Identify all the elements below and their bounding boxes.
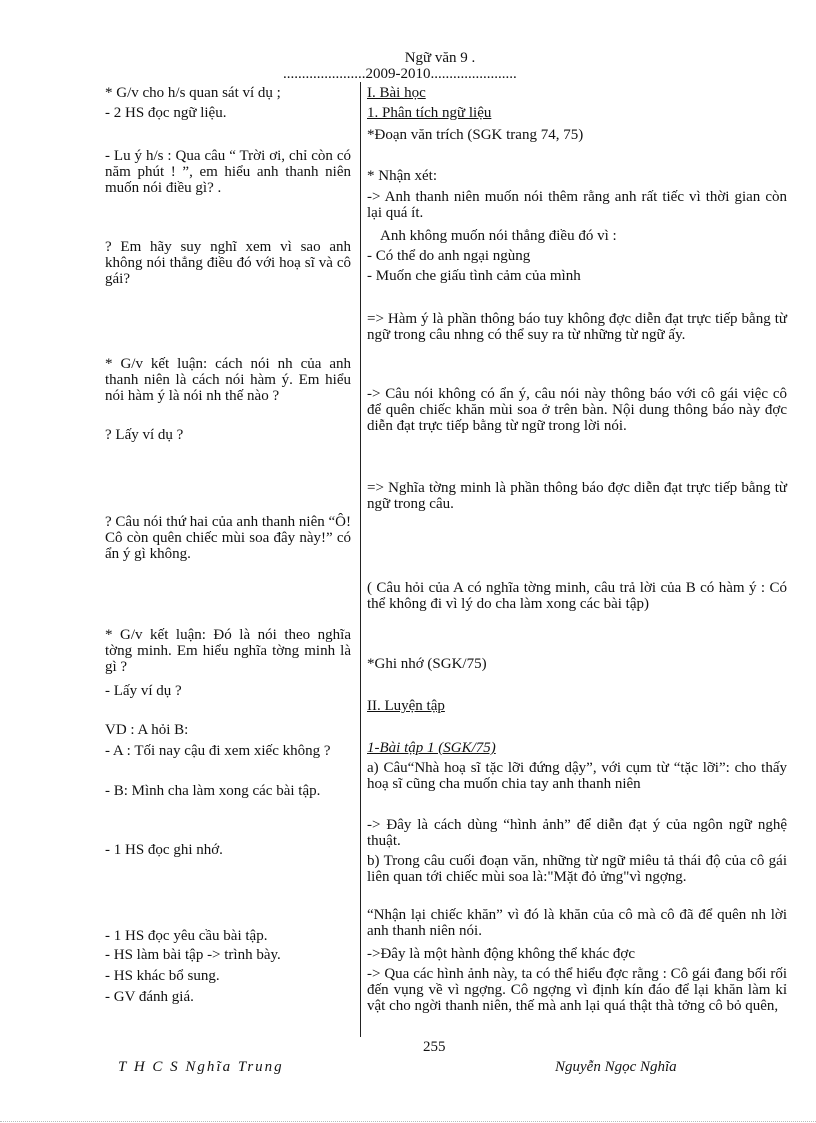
left-line: - HS làm bài tập -> trình bày. — [105, 947, 281, 963]
left-line: ? Em hãy suy nghĩ xem vì sao anh không nói thẳng điều đó với hoạ sĩ và cô gái? — [105, 239, 351, 287]
section-heading: I. Bài học — [367, 85, 426, 101]
right-line: Anh không muốn nói thẳng điều đó vì : — [380, 228, 617, 244]
exercise-heading: 1-Bài tập 1 (SGK/75) — [367, 740, 496, 756]
right-line: => Nghĩa tờng minh là phần thông báo đợc diễn đạt trực tiếp bằng từ ngữ trong câu. — [367, 480, 787, 512]
footer-author: Nguyễn Ngọc Nghĩa — [555, 1059, 677, 1075]
header-title: Ngữ văn 9 . — [404, 50, 476, 66]
left-line: VD : A hỏi B: — [105, 722, 189, 738]
left-line: - Lấy ví dụ ? — [105, 683, 182, 699]
left-line: * G/v kết luận: Đó là nói theo nghĩa tờng minh. Em hiểu nghĩa tờng minh là gì ? — [105, 627, 351, 675]
left-line: - HS khác bổ sung. — [105, 968, 220, 984]
left-line: - 1 HS đọc yêu cầu bài tập. — [105, 928, 268, 944]
left-line: * G/v cho h/s quan sát ví dụ ; — [105, 85, 281, 101]
right-line: *Ghi nhớ (SGK/75) — [367, 656, 487, 672]
left-line: ? Lấy ví dụ ? — [105, 427, 184, 443]
right-line: * Nhận xét: — [367, 168, 437, 184]
column-divider — [360, 82, 361, 1037]
right-line: -> Câu nói không có ẩn ý, câu nói này thông báo với cô gái việc cô để quên chiếc khăn mùi soa ở trên bàn. Nội dung thông báo này đợc diễn đạt trực tiếp bằng từ ngữ trong lời nói. — [367, 386, 787, 434]
right-line: ( Câu hỏi của A có nghĩa tờng minh, câu trả lời của B có hàm ý : Có thể không đi vì lý do cha làm xong các bài tập) — [367, 580, 787, 612]
left-line: - B: Mình cha làm xong các bài tập. — [105, 783, 321, 799]
header-year: ......................2009-2010....................... — [283, 66, 517, 82]
right-line: -> Đây là cách dùng “hình ảnh” để diễn đạt ý của ngôn ngữ nghệ thuật. — [367, 817, 787, 849]
left-line: - 1 HS đọc ghi nhớ. — [105, 842, 223, 858]
left-line: - GV đánh giá. — [105, 989, 194, 1005]
left-line: ? Câu nói thứ hai của anh thanh niên “Ô! Cô còn quên chiếc mùi soa đây này!” có ẩn ý gì không. — [105, 514, 351, 562]
bottom-dotted-rule — [0, 1121, 816, 1122]
subsection-heading: 1. Phân tích ngữ liệu — [367, 105, 492, 121]
right-line: -> Qua các hình ảnh này, ta có thể hiểu đợc rằng : Cô gái đang bối rối đến vụng về vì ngợng. Cô ngợng vì định kín đáo để lại khăn làm kỉ vật cho ngời thanh niên, thế mà anh lại quá thật thà tởng cô bỏ quên, — [367, 966, 787, 1014]
right-line: - Muốn che giấu tình cảm của mình — [367, 268, 581, 284]
right-line: => Hàm ý là phần thông báo tuy không đợc diễn đạt trực tiếp bằng từ ngữ trong câu nhng có thể suy ra từ những từ ngữ ấy. — [367, 311, 787, 343]
right-line: - Có thể do anh ngại ngùng — [367, 248, 531, 264]
right-line: b) Trong câu cuối đoạn văn, những từ ngữ miêu tả thái độ của cô gái liên quan tới chiếc mùi soa là:"Mặt đỏ ửng"vì ngợng. — [367, 853, 787, 885]
left-line: - A : Tối nay cậu đi xem xiếc không ? — [105, 743, 331, 759]
page-number: 255 — [423, 1039, 446, 1055]
right-line: a) Câu“Nhà hoạ sĩ tặc lỡi đứng dậy”, với cụm từ “tặc lỡi”: cho thấy hoạ sĩ cũng cha muốn chia tay anh thanh niên — [367, 760, 787, 792]
right-line: ->Đây là một hành động không thể khác đợc — [367, 946, 635, 962]
right-line: “Nhận lại chiếc khăn” vì đó là khăn của cô mà cô đã để quên nh lời anh thanh niên nói. — [367, 907, 787, 939]
footer-school: T H C S Nghĩa Trung — [118, 1059, 284, 1075]
section-heading: II. Luyện tập — [367, 698, 445, 714]
left-line: - Lu ý h/s : Qua câu “ Trời ơi, chỉ còn có năm phút ! ”, em hiểu anh thanh niên muốn nói điều gì? . — [105, 148, 351, 196]
right-line: -> Anh thanh niên muốn nói thêm rằng anh rất tiếc vì thời gian còn lại quá ít. — [367, 189, 787, 221]
left-line: - 2 HS đọc ngữ liệu. — [105, 105, 227, 121]
right-line: *Đoạn văn trích (SGK trang 74, 75) — [367, 127, 584, 143]
left-line: * G/v kết luận: cách nói nh của anh thanh niên là cách nói hàm ý. Em hiểu nói hàm ý là nói nh thế nào ? — [105, 356, 351, 404]
